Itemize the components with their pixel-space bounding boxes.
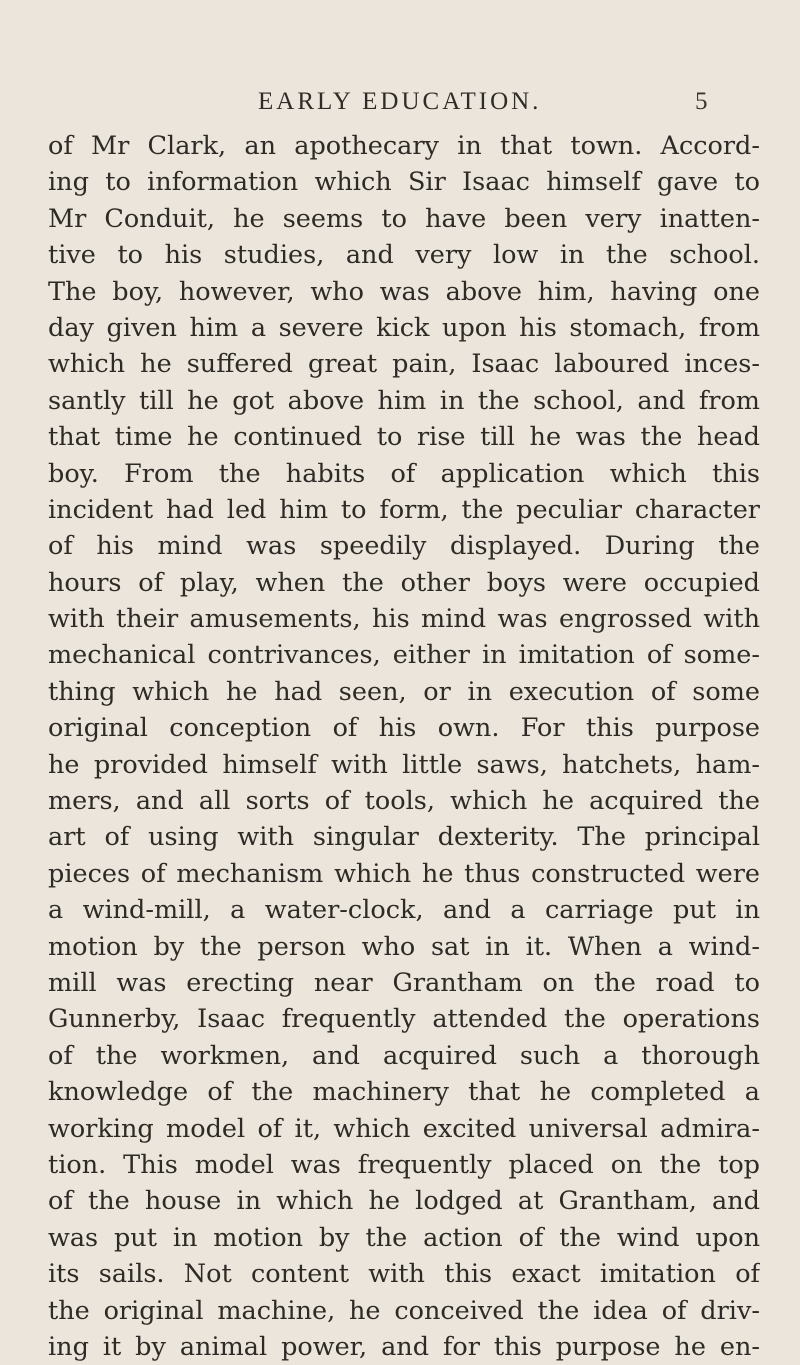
text-line: tion. This model was frequently placed on the top: [48, 1149, 760, 1180]
text-line: tive to his studies, and very low in the school.: [48, 240, 760, 271]
text-line: incident had led him to form, the peculiar character: [48, 494, 760, 525]
text-line: Gunnerby, Isaac frequently attended the operations: [48, 1004, 760, 1035]
text-line: he provided himself with little saws, hatchets, ham-: [48, 749, 760, 780]
text-line: was put in motion by the action of the wind upon: [48, 1222, 760, 1253]
text-line: mers, and all sorts of tools, which he acquired the: [48, 786, 760, 817]
text-line: day given him a severe kick upon his stomach, from: [48, 312, 760, 343]
text-line: original conception of his own. For this purpose: [48, 713, 760, 744]
text-line: of the workmen, and acquired such a thorough: [48, 1040, 760, 1071]
text-line: of Mr Clark, an apothecary in that town. Accord-: [48, 131, 760, 161]
text-line: which he suffered great pain, Isaac laboured inces-: [48, 349, 760, 380]
text-line: its sails. Not content with this exact imitation of: [48, 1259, 760, 1290]
text-line: a wind-mill, a water-clock, and a carriage put in: [48, 895, 760, 926]
text-line: hours of play, when the other boys were occupied: [48, 567, 760, 598]
text-line: Mr Conduit, he seems to have been very inatten-: [48, 203, 760, 234]
text-line: The boy, however, who was above him, having one: [48, 276, 760, 307]
text-line: the original machine, he conceived the idea of driv-: [48, 1295, 760, 1326]
text-line: of his mind was speedily displayed. During the: [48, 531, 760, 562]
text-line: knowledge of the machinery that he completed a: [48, 1077, 760, 1108]
text-line: motion by the person who sat in it. When a wind-: [48, 931, 760, 962]
text-line: art of using with singular dexterity. The principal: [48, 822, 760, 853]
text-line: ing it by animal power, and for this purpose he en-: [48, 1331, 760, 1362]
text-line: working model of it, which excited universal admira-: [48, 1113, 760, 1144]
body-text: [48, 128, 760, 1365]
text-line: mill was erecting near Grantham on the road to: [48, 967, 760, 998]
text-line: with their amusements, his mind was engrossed with: [48, 604, 760, 635]
text-line: of the house in which he lodged at Grantham, and: [48, 1186, 760, 1217]
page-number: 5: [695, 88, 708, 115]
text-line: that time he continued to rise till he was the head: [48, 422, 760, 453]
text-line: thing which he had seen, or in execution of some: [48, 676, 760, 707]
text-line: ing to information which Sir Isaac himself gave to: [48, 167, 760, 198]
text-line: mechanical contrivances, either in imitation of some-: [48, 640, 760, 671]
running-title: EARLY EDUCATION.: [258, 88, 542, 115]
text-line: santly till he got above him in the school, and from: [48, 385, 760, 416]
text-line: pieces of mechanism which he thus constructed were: [48, 858, 760, 889]
text-line: boy. From the habits of application which this: [48, 458, 760, 489]
